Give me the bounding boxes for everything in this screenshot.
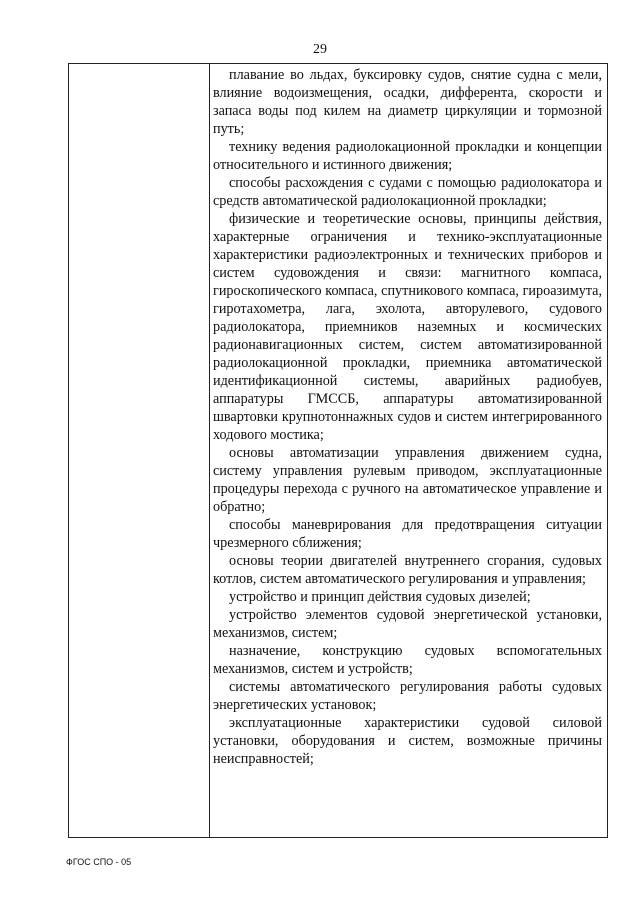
paragraph-diesel-engines: устройство и принцип действия судовых дизелей; (229, 589, 531, 605)
paragraph-collision-avoidance: способы расхождения с судами с помощью радиолокатора и средств автоматической радиолокационной прокладки; (213, 175, 602, 209)
paragraph-navigation-instruments: физические и теоретические основы, принципы действия, характерные ограничения и технико-эксплуатационные характеристики радиоэлектронных и технических приборов и систем судовождения и связи: магнитного компаса, гироскопического компаса, спутникового компаса, гироазимута, гиротахометра, лага, эхолота, авторулевого, судового радиолокатора, приемников наземных и космических радионавигационных систем, систем автоматизированной радиолокационной прокладки, приемника автоматической идентификационной системы, аварийных радиобуев, аппаратуры ГМССБ, аппаратуры автоматизированной швартовки крупнотоннажных судов и систем интегрированного ходового мостика; (213, 211, 602, 443)
table-column-divider (209, 63, 210, 838)
paragraph-engine-theory: основы теории двигателей внутреннего сгорания, судовых котлов, систем автоматического регулирования и управления; (213, 553, 602, 587)
paragraph-automation-control: основы автоматизации управления движением судна, систему управления рулевым приводом, эксплуатационные процедуры перехода с ручного на автоматическое управление и обратно; (213, 445, 602, 515)
paragraph-maneuvering: способы маневрирования для предотвращения ситуации чрезмерного сближения; (213, 517, 602, 551)
paragraph-ice-navigation: плавание во льдах, буксировку судов, снятие судна с мели, влияние водоизмещения, осадки, дифферента, скорости и запаса воды под килем на диаметр циркуляции и тормозной путь; (213, 67, 602, 137)
paragraph-auxiliary-machinery: назначение, конструкцию судовых вспомогательных механизмов, систем и устройств; (213, 643, 602, 677)
paragraph-radar-plotting: технику ведения радиолокационной прокладки и концепции относительного и истинного движения; (213, 139, 602, 173)
paragraph-automatic-regulation: системы автоматического регулирования работы судовых энергетических установок; (213, 679, 602, 713)
table-cell-content (213, 66, 602, 768)
paragraph-power-plant-elements: устройство элементов судовой энергетической установки, механизмов, систем; (213, 607, 602, 641)
footer-standard-code: ФГОС СПО - 05 (66, 857, 132, 867)
page-number: 29 (313, 42, 327, 57)
paragraph-operational-characteristics: эксплуатационные характеристики судовой силовой установки, оборудования и систем, возможные причины неисправностей; (213, 715, 602, 767)
